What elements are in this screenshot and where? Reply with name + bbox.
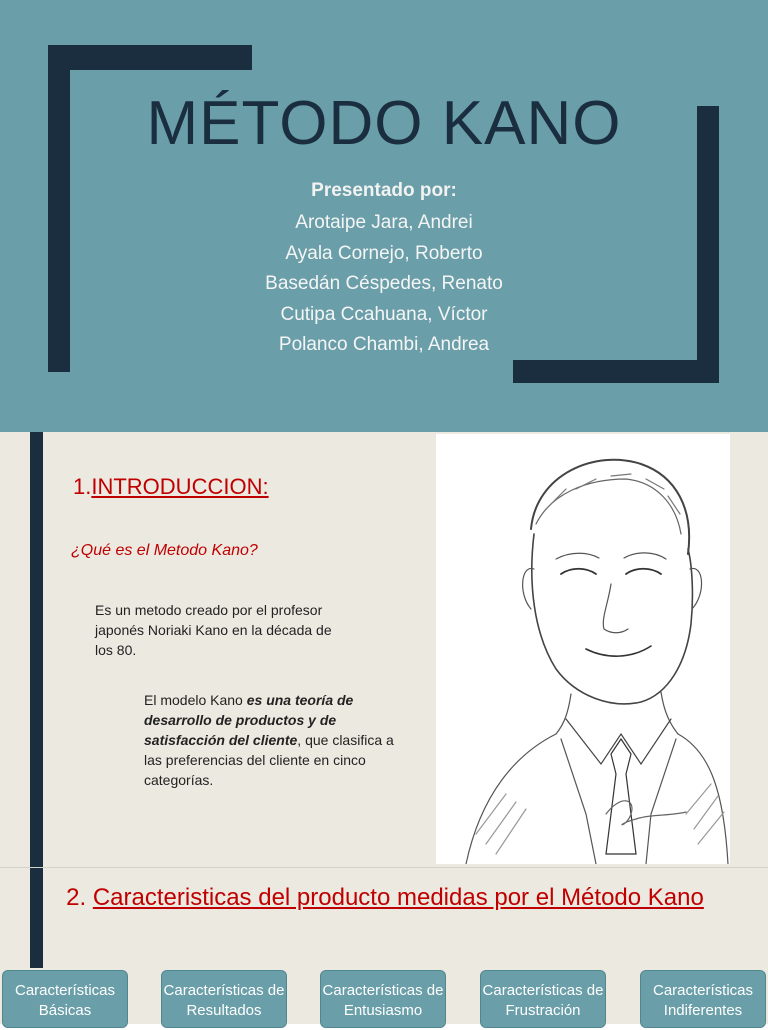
bracket-bottom-right-bar — [513, 360, 719, 383]
accent-bar — [30, 432, 43, 968]
author-name: Polanco Chambi, Andrea — [278, 334, 490, 355]
title-slide — [0, 0, 768, 432]
section2-text: Caracteristicas del producto medidas por el Método Kano — [92, 884, 704, 911]
category-box: Características de Entusiasmo — [320, 970, 446, 1028]
introduction-slide — [0, 432, 768, 1024]
category-box: Características Básicas — [2, 970, 128, 1028]
category-box: Características de Resultados — [161, 970, 287, 1028]
definition-start: El modelo Kano — [144, 692, 247, 708]
definition-end: , que clasifica a las preferencias del cliente en cinco categorías. — [144, 732, 394, 788]
author-name: Basedán Céspedes, Renato — [265, 273, 503, 294]
category-row — [0, 970, 768, 1030]
category-box: Características de Frustración — [480, 970, 606, 1028]
slide-title: MÉTODO KANO — [146, 89, 622, 158]
intro-heading-number: 1. — [73, 474, 92, 499]
presented-by-label: Presentado por: — [311, 180, 457, 201]
category-box: Características Indiferentes — [640, 970, 766, 1028]
question-subheading: ¿Qué es el Metodo Kano? — [71, 542, 258, 559]
bracket-top-left-bar — [48, 45, 252, 70]
intro-paragraph: Es un metodo creado por el profesor japonés Noriaki Kano en la década de los 80. — [95, 602, 332, 658]
intro-heading-text: INTRODUCCION: — [91, 474, 269, 499]
portrait-drawing — [436, 434, 730, 864]
section2-heading — [60, 879, 710, 916]
intro-heading — [73, 474, 269, 500]
author-name: Arotaipe Jara, Andrei — [295, 212, 473, 233]
author-name: Ayala Cornejo, Roberto — [285, 242, 483, 264]
author-list — [0, 208, 768, 361]
author-name: Cutipa Ccahuana, Víctor — [280, 303, 488, 325]
section-divider — [0, 867, 768, 868]
section2-number: 2. — [66, 884, 93, 911]
portrait-sketch — [436, 434, 730, 864]
definition-paragraph — [144, 690, 404, 790]
definition-emphasis: es una teoría de desarrollo de productos y de satisfacción del cliente — [144, 692, 354, 748]
